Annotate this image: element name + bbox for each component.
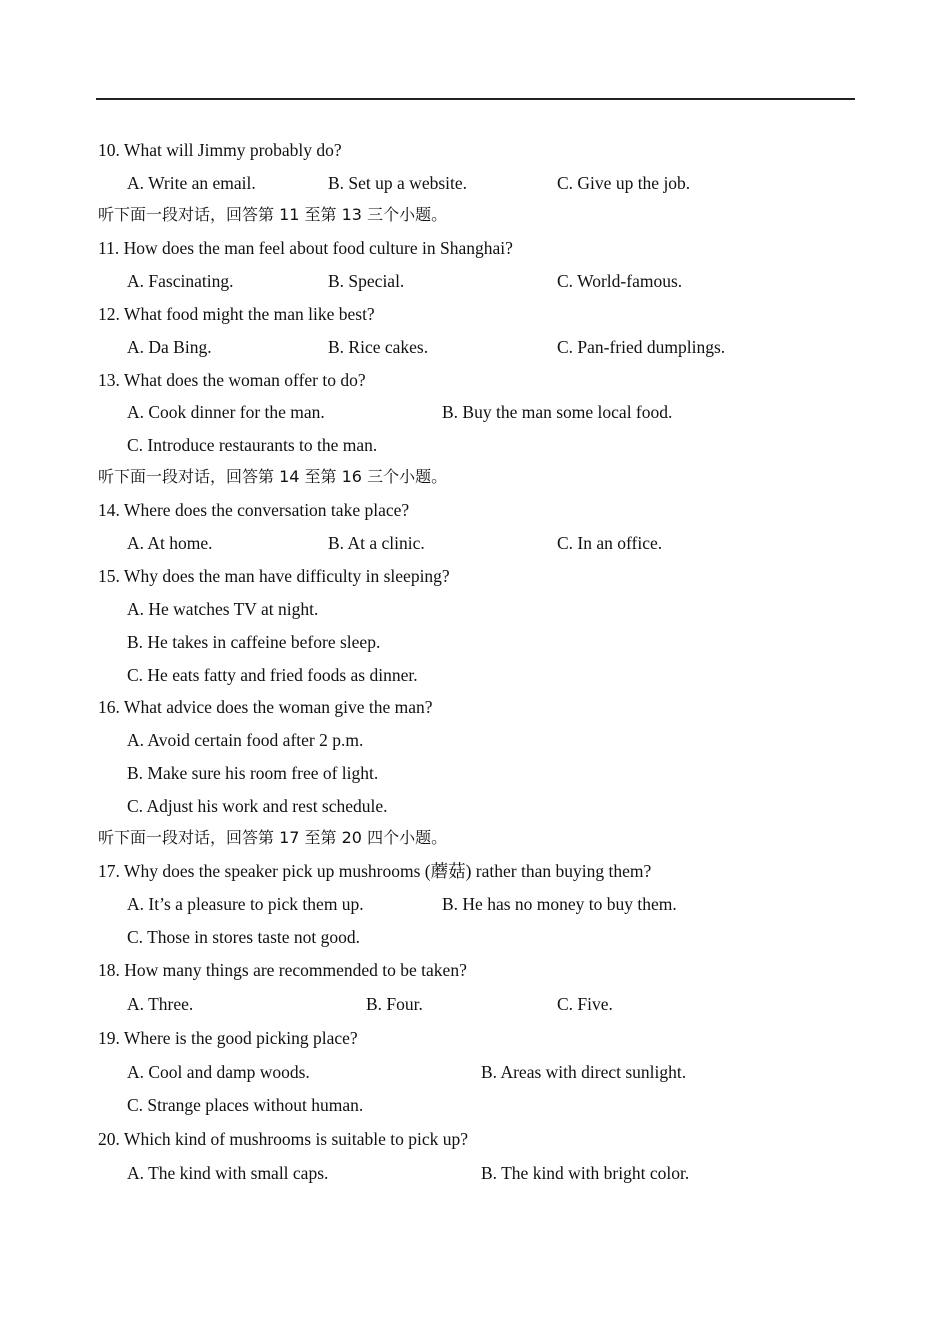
question-18-option-b: B. Four. (366, 994, 423, 1014)
question-13-option-a: A. Cook dinner for the man. (127, 402, 325, 422)
question-12-option-a: A. Da Bing. (127, 337, 212, 357)
question-19-stem: 19. Where is the good picking place? (98, 1028, 358, 1048)
question-15-option-b: B. He takes in caffeine before sleep. (127, 632, 381, 652)
question-11-stem: 11. How does the man feel about food culture in Shanghai? (98, 238, 513, 258)
question-16-option-b: B. Make sure his room free of light. (127, 763, 379, 783)
question-15-option-c: C. He eats fatty and fried foods as dinner. (127, 665, 418, 685)
question-12-option-c: C. Pan-fried dumplings. (557, 337, 726, 357)
question-13-stem: 13. What does the woman offer to do? (98, 370, 366, 390)
question-17-stem: 17. Why does the speaker pick up mushrooms (蘑菇) rather than buying them? (98, 861, 652, 881)
question-17-option-b: B. He has no money to buy them. (442, 894, 677, 914)
question-19-option-c: C. Strange places without human. (127, 1095, 364, 1115)
section-instruction-14-16: 听下面一段对话，回答第 14 至第 16 三个小题。 (98, 467, 448, 486)
question-15-stem: 15. Why does the man have difficulty in sleeping? (98, 566, 450, 586)
question-12-option-b: B. Rice cakes. (328, 337, 429, 357)
question-10-option-c: C. Give up the job. (557, 173, 691, 193)
question-18-option-a: A. Three. (127, 994, 194, 1014)
question-11-option-a: A. Fascinating. (127, 271, 234, 291)
question-20-option-b: B. The kind with bright color. (481, 1163, 690, 1183)
question-16-option-c: C. Adjust his work and rest schedule. (127, 796, 388, 816)
question-11-option-c: C. World-famous. (557, 271, 683, 291)
question-10-option-b: B. Set up a website. (328, 173, 468, 193)
question-14-option-a: A. At home. (127, 533, 213, 553)
question-14-stem: 14. Where does the conversation take place? (98, 500, 410, 520)
question-15-option-a: A. He watches TV at night. (127, 599, 319, 619)
question-11-option-b: B. Special. (328, 271, 405, 291)
question-13-option-c: C. Introduce restaurants to the man. (127, 435, 378, 455)
question-17-option-c: C. Those in stores taste not good. (127, 927, 360, 947)
question-19-option-a: A. Cool and damp woods. (127, 1062, 310, 1082)
question-16-option-a: A. Avoid certain food after 2 p.m. (127, 730, 364, 750)
section-instruction-11-13: 听下面一段对话，回答第 11 至第 13 三个小题。 (98, 205, 448, 224)
question-16-stem: 16. What advice does the woman give the man? (98, 697, 433, 717)
question-17-option-a: A. It’s a pleasure to pick them up. (127, 894, 364, 914)
question-13-option-b: B. Buy the man some local food. (442, 402, 673, 422)
question-10-stem: 10. What will Jimmy probably do? (98, 140, 342, 160)
question-20-option-a: A. The kind with small caps. (127, 1163, 329, 1183)
question-18-option-c: C. Five. (557, 994, 613, 1014)
question-14-option-b: B. At a clinic. (328, 533, 425, 553)
question-14-option-c: C. In an office. (557, 533, 663, 553)
question-10-option-a: A. Write an email. (127, 173, 256, 193)
question-18-stem: 18. How many things are recommended to be taken? (98, 960, 467, 980)
header-rule (96, 98, 855, 100)
question-12-stem: 12. What food might the man like best? (98, 304, 375, 324)
section-instruction-17-20: 听下面一段对话，回答第 17 至第 20 四个小题。 (98, 828, 448, 847)
question-20-stem: 20. Which kind of mushrooms is suitable to pick up? (98, 1129, 469, 1149)
question-19-option-b: B. Areas with direct sunlight. (481, 1062, 687, 1082)
